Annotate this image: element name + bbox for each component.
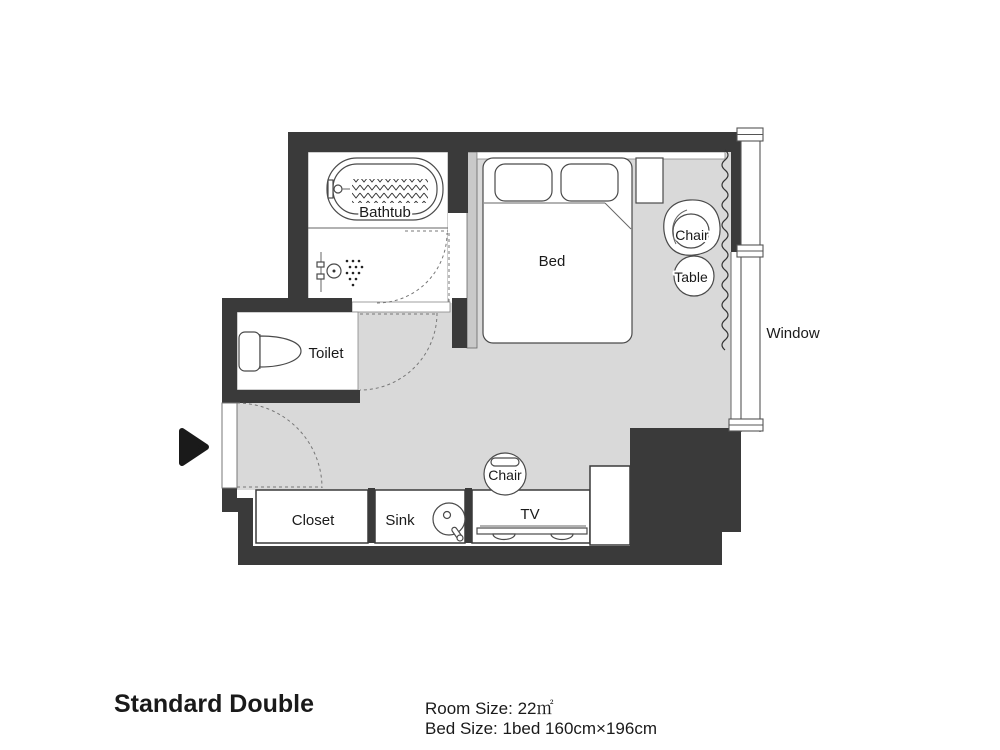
table-label: Table <box>674 269 708 285</box>
bathtub-label: Bathtub <box>359 204 411 221</box>
wall-partition-upper <box>448 132 468 213</box>
wall-partition-cap <box>452 298 467 348</box>
toilet-label: Toilet <box>308 345 344 362</box>
counter-return <box>590 466 630 545</box>
bathroom-threshold <box>352 302 450 312</box>
wall-window-pier <box>731 137 741 252</box>
counter-separator-1 <box>368 488 375 543</box>
structural-block <box>630 428 741 565</box>
room-size-text: Room Size: 22㎡ <box>425 699 554 718</box>
window-label: Window <box>766 325 820 342</box>
wall-entry-step <box>222 488 253 546</box>
tv-label: TV <box>520 506 540 523</box>
wall-toilet-bottom <box>222 390 360 403</box>
room-type-title: Standard Double <box>114 690 315 718</box>
bed-icon <box>483 158 632 343</box>
wall-toilet-top <box>222 298 352 312</box>
bed-label: Bed <box>538 253 566 270</box>
chair-desk-label: Chair <box>488 467 522 483</box>
counter-separator-2 <box>465 488 472 543</box>
sink-label: Sink <box>385 512 415 529</box>
entry-door-leaf <box>222 403 237 488</box>
nightstand <box>636 158 663 203</box>
bathroom-door-opening <box>448 213 467 298</box>
wall-top <box>288 132 741 152</box>
chair-window-label: Chair <box>675 227 709 243</box>
bed-size-text: Bed Size: 1bed 160cm×196cm <box>425 719 658 738</box>
partition-panel <box>467 152 477 348</box>
entrance-arrow-icon <box>182 431 206 463</box>
closet-label: Closet <box>291 512 335 529</box>
wall-left-bathroom <box>288 132 308 312</box>
wall-toilet-left <box>222 298 237 403</box>
